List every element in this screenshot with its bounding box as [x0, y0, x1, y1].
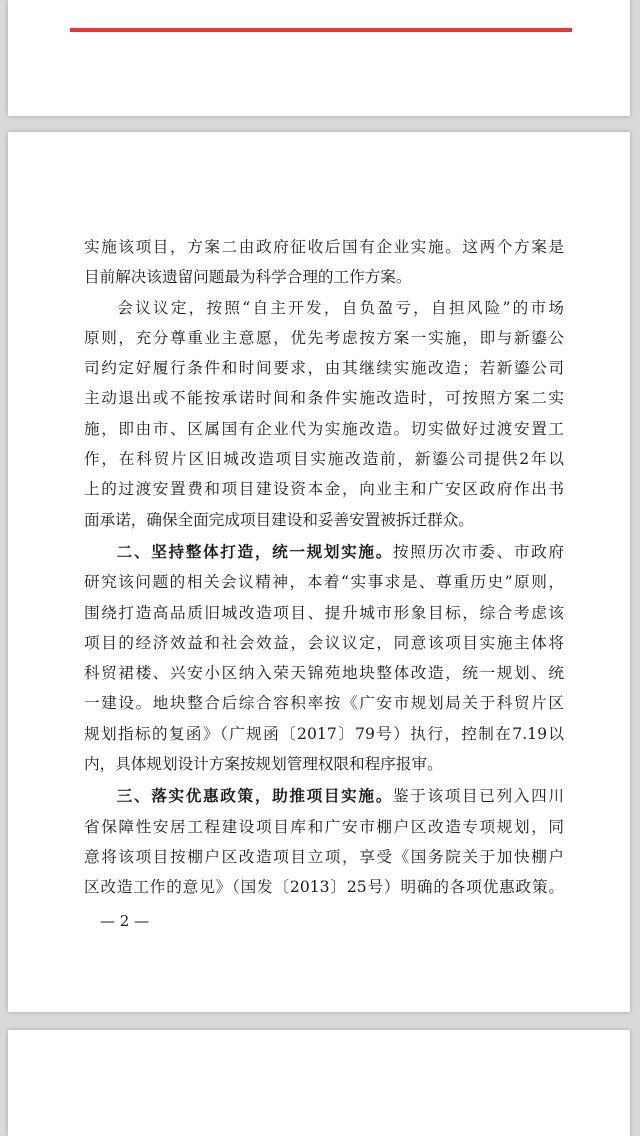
text-line: 研究该问题的相关会议精神，本着“实事求是、尊重历史”原则，: [84, 573, 564, 592]
paragraph-3: [84, 537, 564, 779]
section-heading: 三、落实优惠政策，助推项目实施。: [115, 786, 393, 806]
red-header-rule: [70, 28, 572, 32]
text-line: 司约定好履行条件和时间要求，由其继续实施改造；若新鎏公司: [84, 359, 564, 378]
paragraph-2: [84, 293, 564, 535]
page-body-text: [84, 232, 564, 903]
next-page: [8, 1030, 630, 1136]
document-page: [8, 132, 630, 1012]
text-line: 意将该项目按棚户区改造项目立项，享受《国务院关于加快棚户: [84, 847, 564, 866]
previous-page: [8, 0, 630, 116]
text-span: 按照历次市委、市政府: [392, 542, 564, 561]
text-span: 鉴于该项目已列入四川: [392, 787, 564, 806]
text-line: 内，具体规划设计方案按规划管理权限和程序报审。: [84, 755, 443, 774]
text-span: 会议议定，按照“自主开发，自负盈亏，自担风险”的市场: [115, 298, 564, 317]
text-line: 科贸裙楼、兴安小区纳入荣天锦苑地块整体改造，统一规划、统: [84, 664, 564, 683]
text-line: 原则，充分尊重业主意愿，优先考虑按方案一实施，即与新鎏公: [84, 328, 564, 347]
text-line: 围绕打造高品质旧城改造项目、提升城市形象目标，综合考虑该: [84, 603, 564, 622]
text-line: 一建设。地块整合后综合容积率按《广安市规划局关于科贸片区: [84, 694, 564, 713]
text-line: 区改造工作的意见》（国发〔2013〕25号）明确的各项优惠政策。: [84, 878, 564, 897]
text-line: 实施该项目，方案二由政府征收后国有企业实施。这两个方案是: [84, 238, 564, 256]
page-number: — 2 —: [100, 912, 150, 930]
text-line: 目前解决该遗留问题最为科学合理的工作方案。: [84, 268, 412, 287]
text-line: 上的过渡安置费和项目建设资本金，向业主和广安区政府作出书: [84, 480, 564, 499]
text-line: [84, 293, 564, 323]
paragraph-1: [84, 232, 564, 293]
text-line: 项目的经济效益和社会效益，会议议定，同意该项目实施主体将: [84, 633, 564, 652]
text-line: 主动退出或不能按承诺时间和条件实施改造时，可按照方案二实: [84, 389, 564, 408]
text-line: [84, 781, 564, 811]
text-line: 规划指标的复函》（广规函〔2017〕79号）执行，控制在7.19以: [84, 724, 564, 743]
paragraph-4: [84, 781, 564, 902]
text-line: [84, 537, 564, 567]
text-line: 施，即由市、区属国有企业代为实施改造。切实做好过渡安置工: [84, 419, 564, 438]
text-line: 作，在科贸片区旧城改造项目实施改造前，新鎏公司提供2年以: [84, 450, 564, 469]
text-line: 面承诺，确保全面完成项目建设和妥善安置被拆迁群众。: [84, 510, 474, 529]
text-line: 省保障性安居工程建设项目库和广安市棚户区改造专项规划，同: [84, 817, 564, 836]
section-heading: 二、坚持整体打造，统一规划实施。: [115, 541, 393, 561]
